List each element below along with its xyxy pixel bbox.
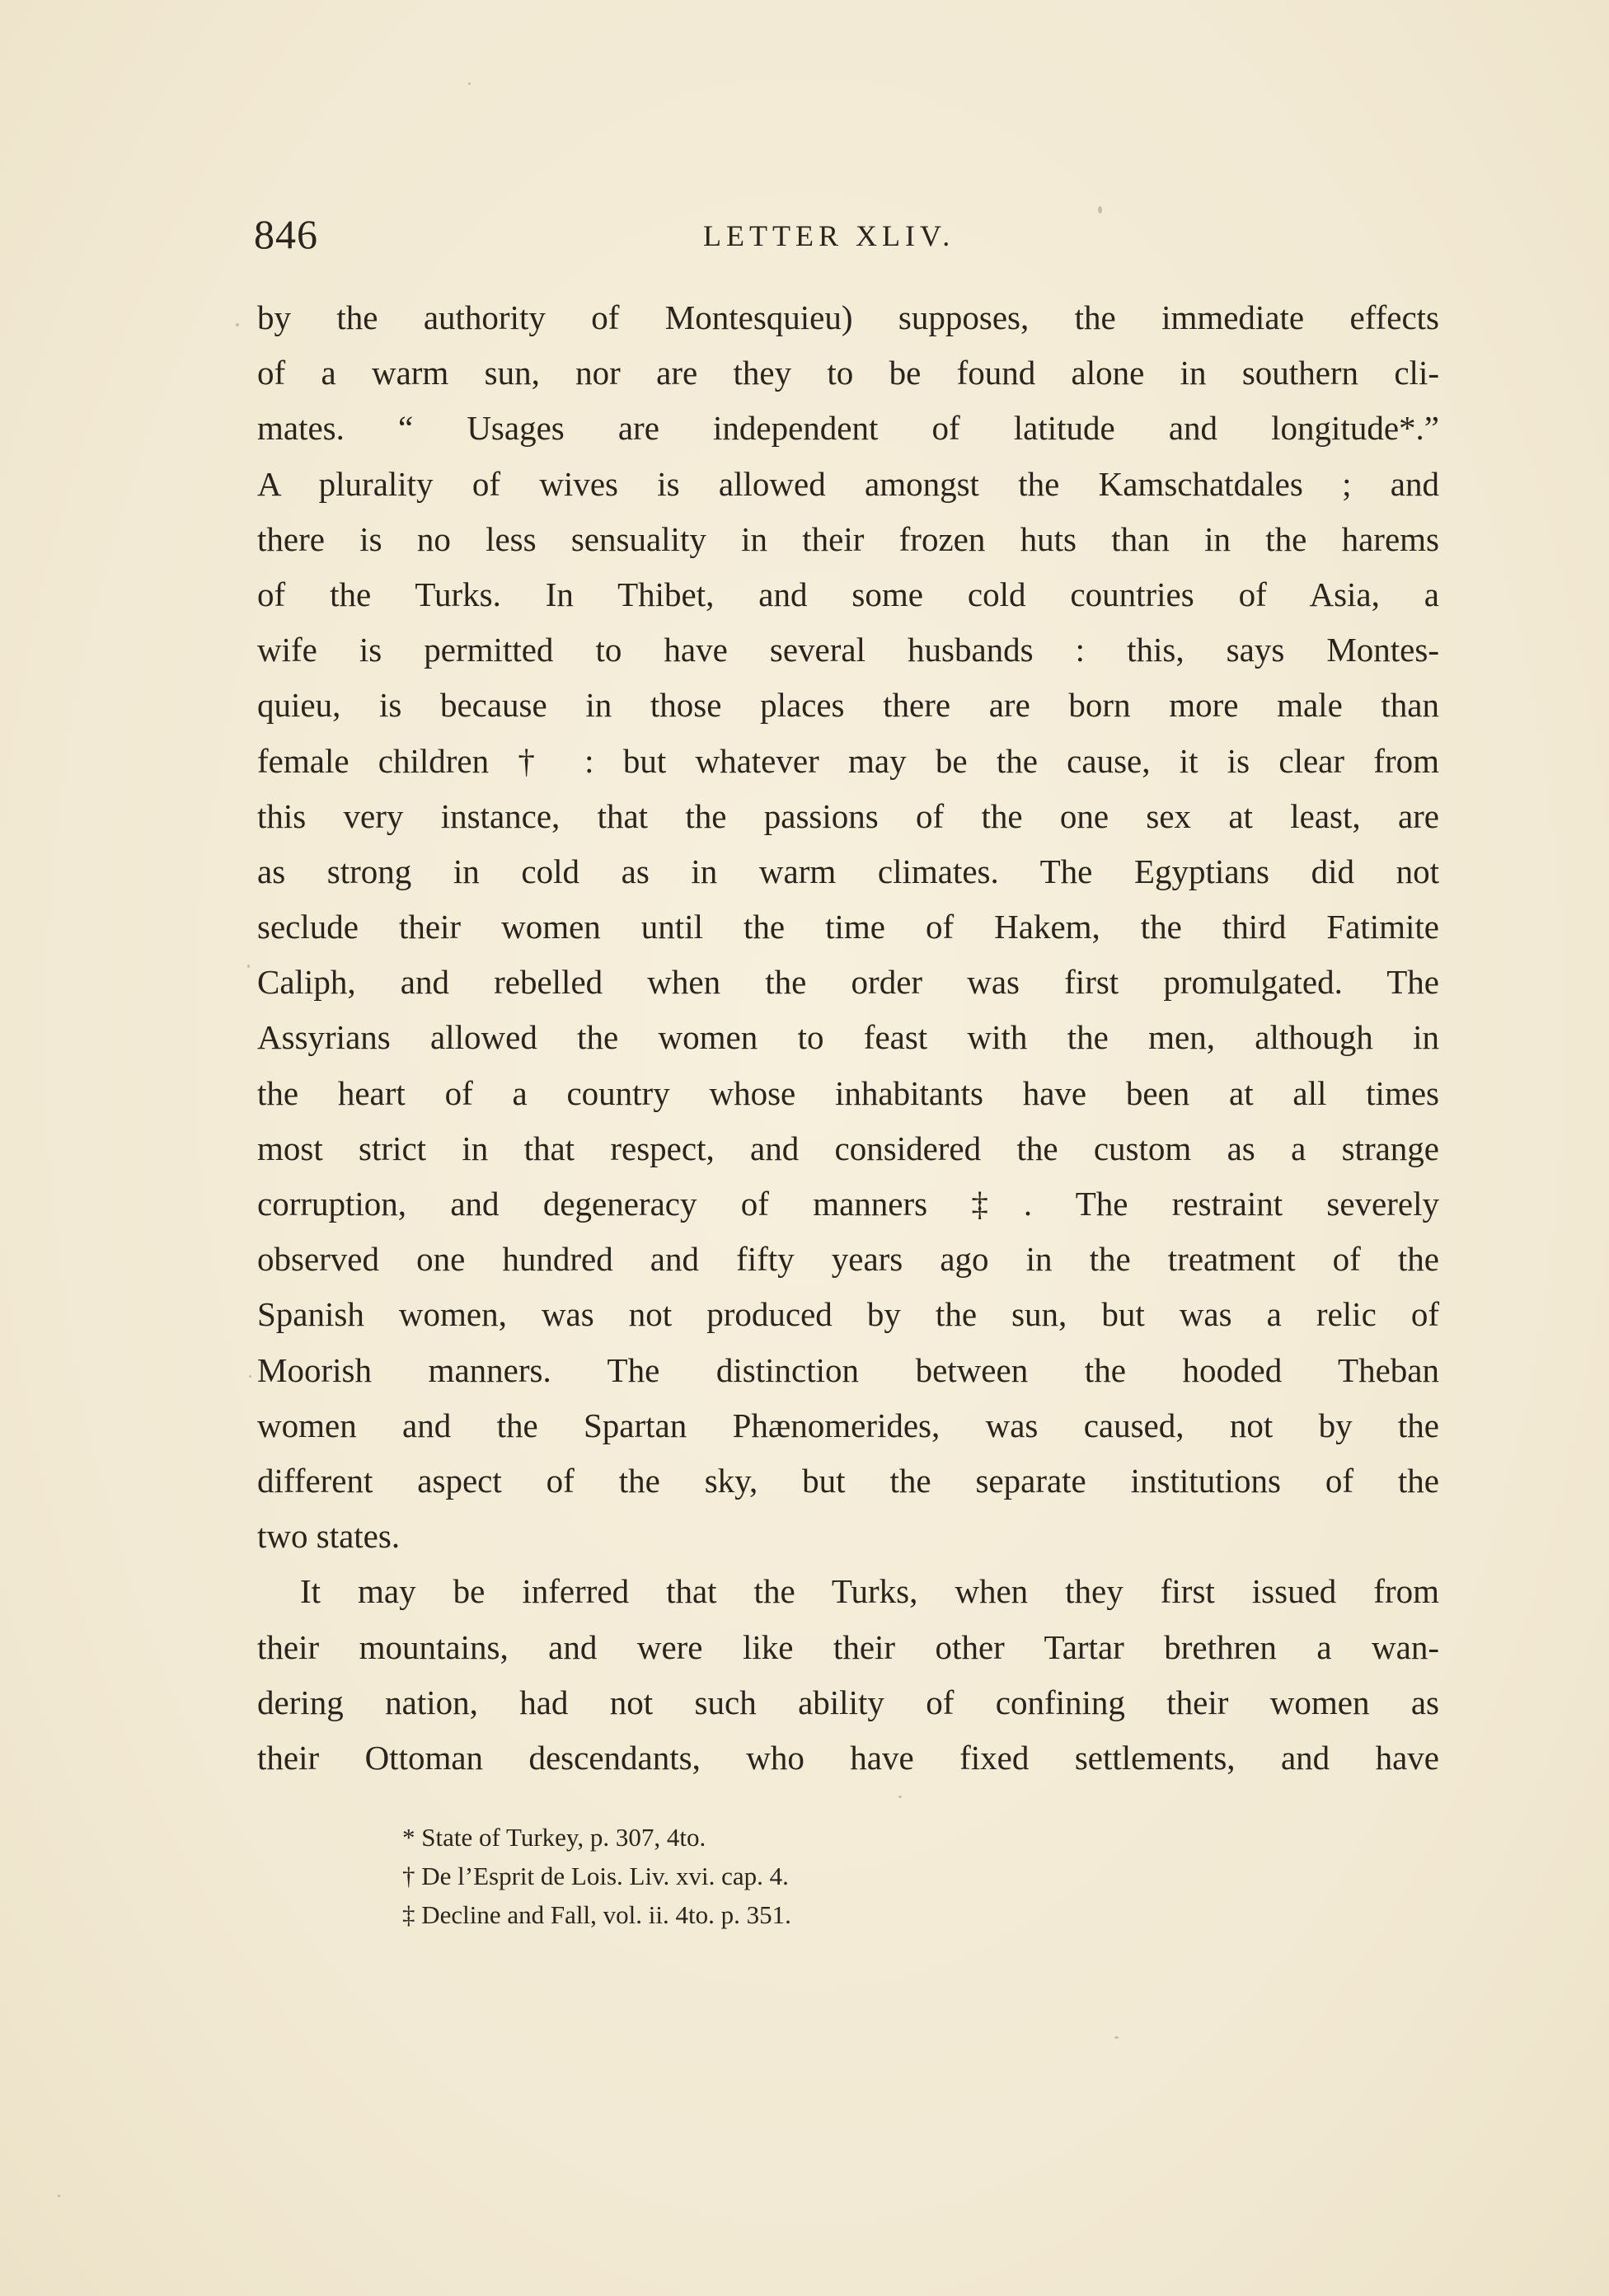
text-line: women and the Spartan Phænomerides, was caused, not by the	[257, 1406, 1439, 1444]
page-number: 846	[254, 211, 318, 257]
text-line: their mountains, and were like their other Tartar brethren a wan-	[257, 1627, 1439, 1666]
running-head	[254, 210, 1441, 260]
text-line: of a warm sun, nor are they to be found alone in southern cli-	[257, 354, 1439, 392]
text-line: mates. “ Usages are independent of latitude and longitude*.”	[257, 409, 1439, 448]
paper-speck	[1114, 2036, 1119, 2039]
text-line: wife is permitted to have several husbands : this, says Montes-	[257, 631, 1439, 669]
text-line: as strong in cold as in warm climates. The Egyptians did not	[257, 852, 1439, 890]
text-line: Moorish manners. The distinction between the hooded Theban	[257, 1350, 1439, 1389]
text-line: dering nation, had not such ability of confining their women as	[257, 1683, 1439, 1721]
text-line: Assyrians allowed the women to feast with the men, although in	[257, 1018, 1439, 1057]
footnote: * State of Turkey, p. 307, 4to.	[402, 1823, 706, 1852]
text-line: female children † : but whatever may be the cause, it is clear from	[257, 741, 1439, 780]
text-line: seclude their women until the time of Hakem, the third Fatimite	[257, 908, 1439, 946]
paper-speck	[58, 2195, 60, 2197]
text-line: quieu, is because in those places there are born more male than	[257, 686, 1439, 725]
text-line: of the Turks. In Thibet, and some cold countries of Asia, a	[257, 575, 1439, 613]
text-line: the heart of a country whose inhabitants have been at all times	[257, 1073, 1439, 1112]
text-line: observed one hundred and fifty years ago in the treatment of the	[257, 1240, 1439, 1279]
footnote: † De l’Esprit de Lois. Liv. xvi. cap. 4.	[402, 1862, 789, 1890]
text-line: Caliph, and rebelled when the order was first promulgated. The	[257, 963, 1439, 1002]
text-line: by the authority of Montesquieu) supposes, the immediate effects	[257, 298, 1439, 336]
text-line: A plurality of wives is allowed amongst the Kamschatdales ; and	[257, 464, 1439, 503]
paragraph-end-line: two states.	[257, 1517, 401, 1556]
body-text	[257, 290, 1439, 1786]
text-line: their Ottoman descendants, who have fixed settlements, and have	[257, 1738, 1439, 1777]
header-title: LETTER XLIV.	[703, 219, 955, 252]
text-line: Spanish women, was not produced by the sun, but was a relic of	[257, 1295, 1439, 1334]
paper-speck	[898, 1796, 902, 1798]
paper-speck	[247, 965, 250, 968]
text-line: there is no less sensuality in their frozen huts than in the harems	[257, 519, 1439, 558]
paper-speck	[249, 1375, 251, 1378]
text-line: most strict in that respect, and considered the custom as a strange	[257, 1129, 1439, 1167]
text-line: this very instance, that the passions of the one sex at least, are	[257, 796, 1439, 835]
footnotes	[402, 1818, 1144, 1934]
footnote: ‡ Decline and Fall, vol. ii. 4to. p. 351.	[402, 1900, 791, 1929]
paragraph-start-line: It may be inferred that the Turks, when they first issued from	[300, 1572, 1439, 1611]
text-line: different aspect of the sky, but the separate institutions of the	[257, 1461, 1439, 1500]
paper-speck	[468, 82, 471, 85]
text-line: corruption, and degeneracy of manners ‡. The restraint severely	[257, 1185, 1439, 1223]
paper-speck	[236, 323, 239, 326]
paper-speck	[1098, 206, 1102, 214]
